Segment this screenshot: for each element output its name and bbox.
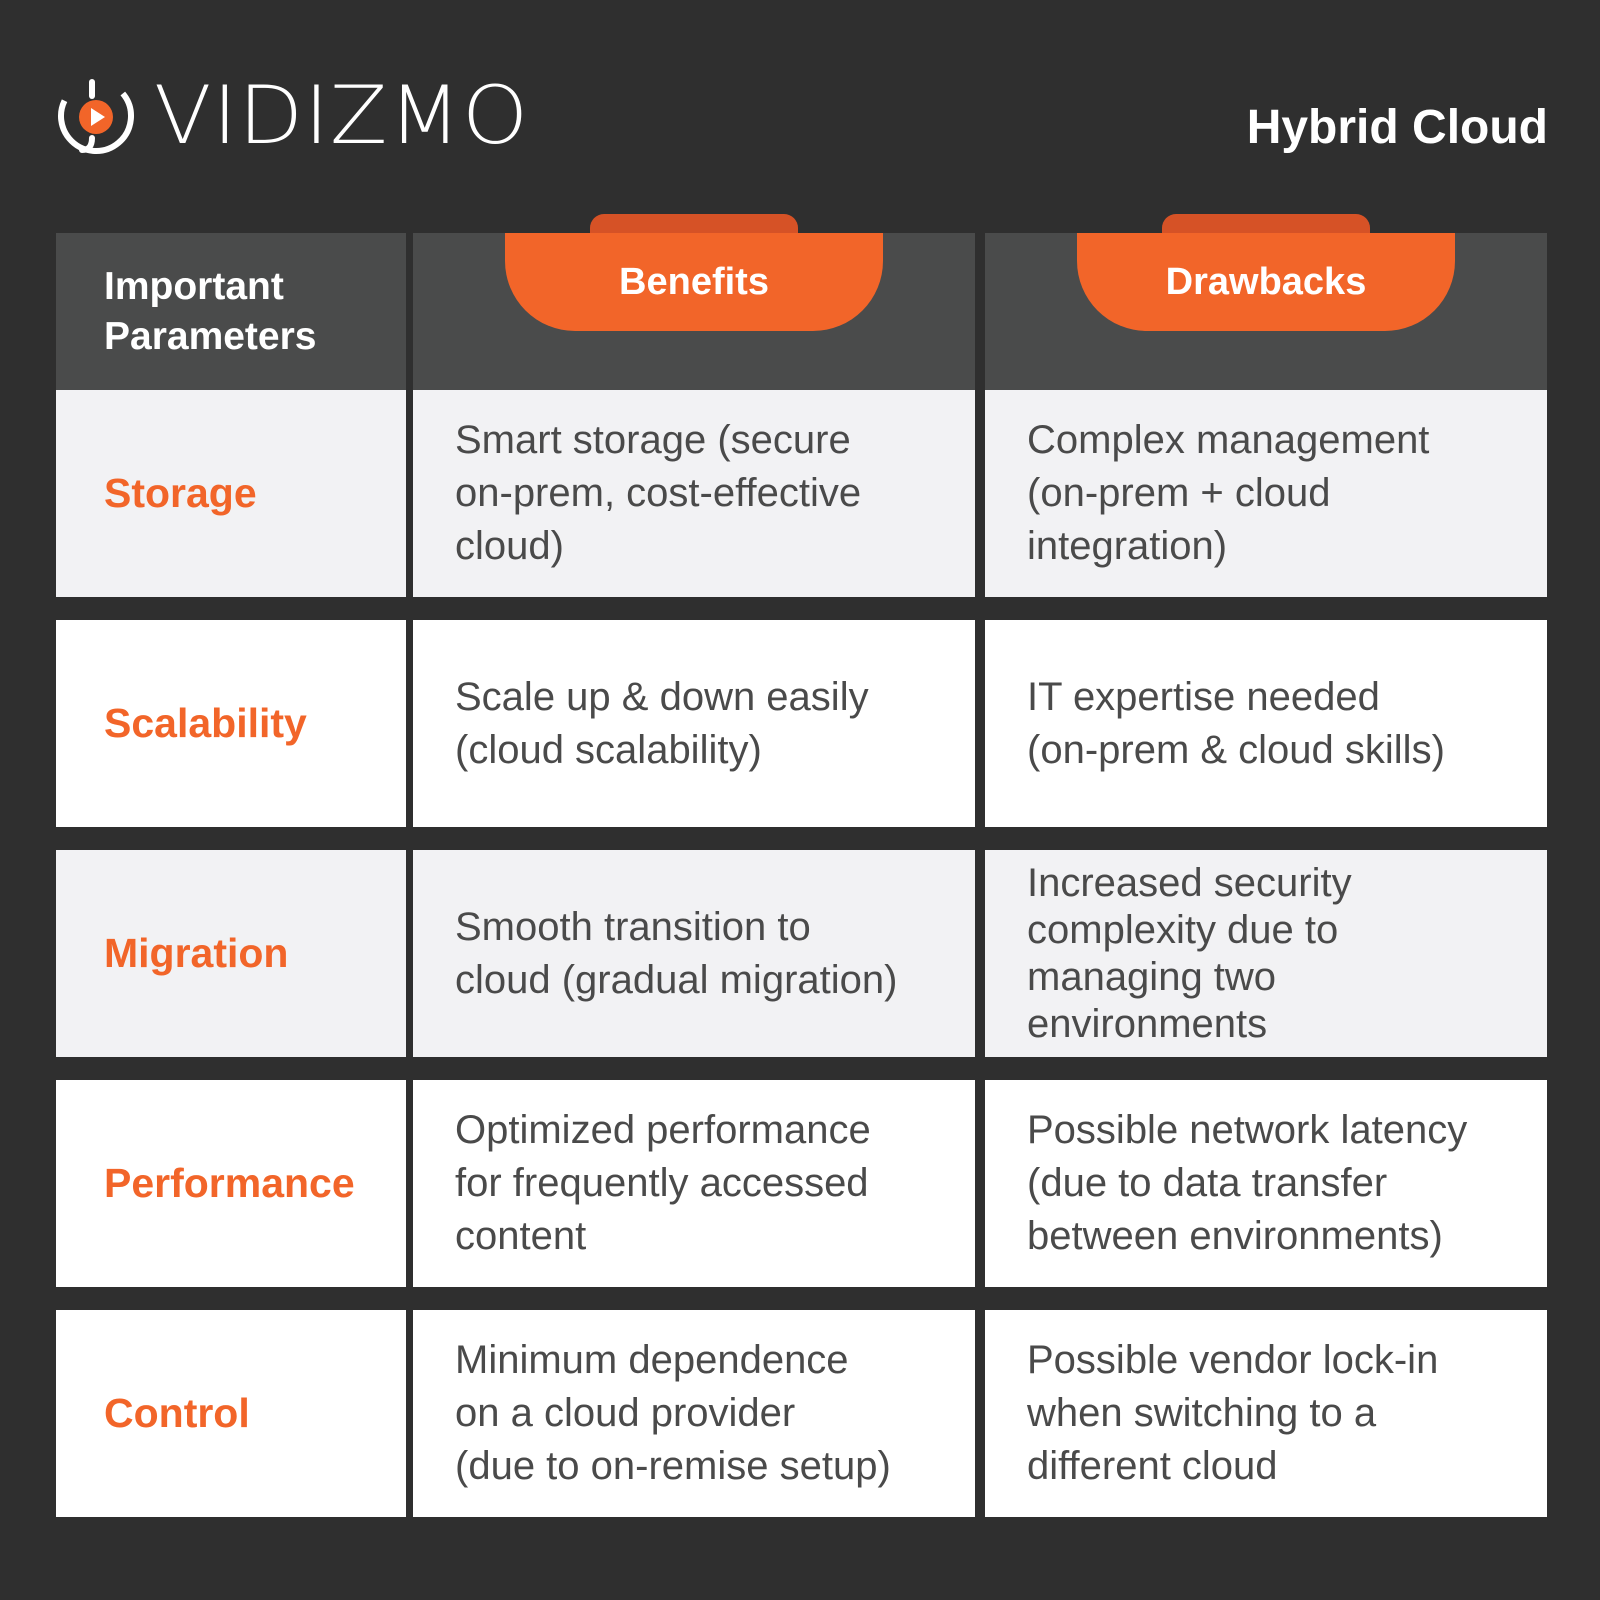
drawback-performance: Possible network latency (due to data transfer between environments) bbox=[985, 1080, 1547, 1287]
drawback-control: Possible vendor lock-in when switching to a different cloud bbox=[985, 1310, 1547, 1517]
param-control: Control bbox=[56, 1310, 406, 1517]
page-title: Hybrid Cloud bbox=[1246, 101, 1548, 154]
drawback-migration: Increased security complexity due to managing two environments bbox=[985, 850, 1547, 1057]
benefit-storage: Smart storage (secure on-prem, cost-effective cloud) bbox=[413, 390, 975, 597]
benefit-control: Minimum dependence on a cloud provider (due to on-remise setup) bbox=[413, 1310, 975, 1517]
benefit-migration: Smooth transition to cloud (gradual migration) bbox=[413, 850, 975, 1057]
header-parameters: Important Parameters bbox=[56, 233, 406, 390]
brand-logo bbox=[56, 69, 530, 162]
header-benefits: Benefits bbox=[505, 233, 883, 331]
benefit-performance: Optimized performance for frequently accessed content bbox=[413, 1080, 975, 1287]
param-storage: Storage bbox=[56, 390, 406, 597]
drawback-scalability: IT expertise needed (on-prem & cloud skills) bbox=[985, 620, 1547, 827]
benefit-scalability: Scale up & down easily (cloud scalability) bbox=[413, 620, 975, 827]
header-drawbacks: Drawbacks bbox=[1077, 233, 1455, 331]
brand-name: VIDIZMO bbox=[154, 69, 530, 162]
param-migration: Migration bbox=[56, 850, 406, 1057]
vidizmo-logo-icon bbox=[56, 76, 136, 156]
param-performance: Performance bbox=[56, 1080, 406, 1287]
param-scalability: Scalability bbox=[56, 620, 406, 827]
drawback-storage: Complex management (on-prem + cloud integration) bbox=[985, 390, 1547, 597]
